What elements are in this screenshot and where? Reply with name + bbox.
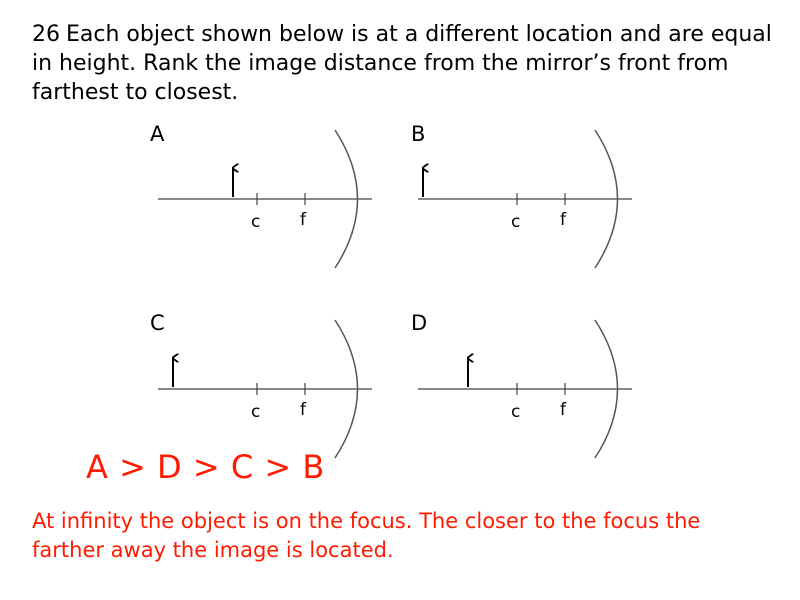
panel-label-d: D [411,311,428,335]
panel-label-c: C [150,311,165,335]
center-mark-label: c [511,212,521,232]
diagram-b [418,130,632,268]
panel-label-a: A [150,122,165,146]
focal-mark-label: f [560,210,566,230]
diagram-d [418,320,632,458]
answer-explanation: At infinity the object is on the focus. The closer to the focus the farther away the image is located. [32,509,701,562]
answer-ranking: A > D > C > B [86,448,325,486]
diagram-a [158,130,372,268]
panel-label-b: B [411,122,426,146]
center-mark-label: c [251,402,261,422]
question-body: Each object shown below is at a different location and are equal in height. Rank the image distance from the mirror’s front from farthest to closest. [32,22,772,105]
focal-mark-label: f [560,400,566,420]
center-mark-label: c [251,212,261,232]
question-number: 26 [32,22,60,47]
focal-mark-label: f [300,210,306,230]
focal-mark-label: f [300,400,306,420]
center-mark-label: c [511,402,521,422]
diagram-c [158,320,372,458]
